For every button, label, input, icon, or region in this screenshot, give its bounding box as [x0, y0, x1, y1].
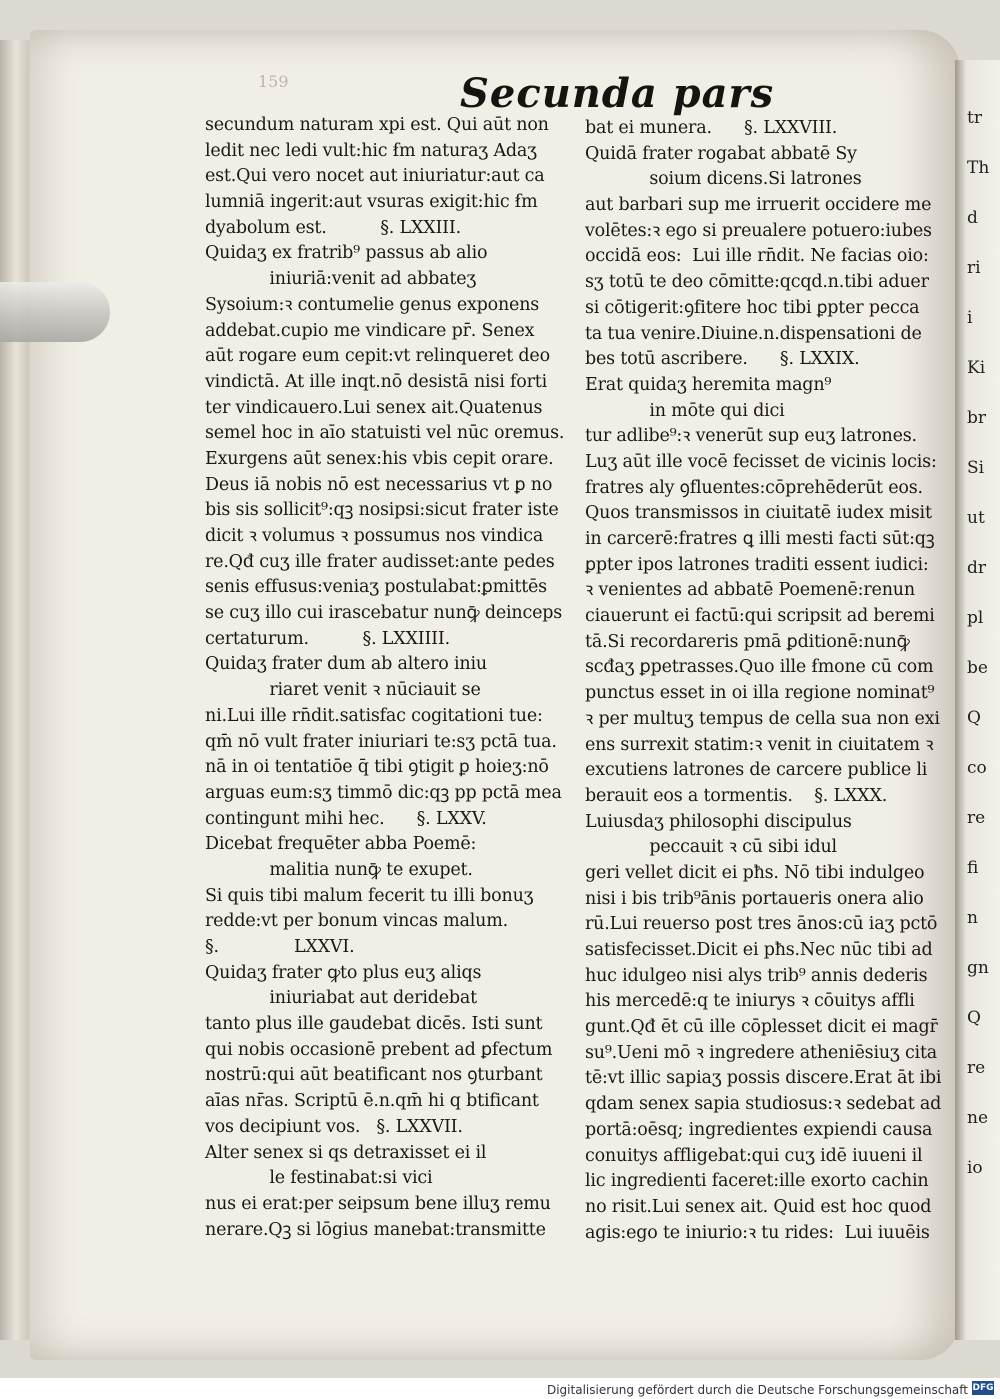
page-clip [0, 282, 110, 342]
text-line: rū.Lui reuerso post tres ānos:cū iaʒ pctō [585, 914, 938, 935]
text-line: contingunt mihi hec. §. LXXV. [205, 808, 487, 829]
text-line: ledit nec ledi vult:hic ẜm naturaʒ Adaʒ [205, 140, 537, 161]
text-line: nostrū:qui aūt beatificant nos ꝯturbant [205, 1065, 543, 1086]
text-line: lumniā ingerit:aut vsuras exigit:hic ẜm [205, 192, 538, 213]
text-line: est.Qui vero nocet aut iniuriatur:aut ca [205, 166, 545, 187]
text-line: berauit eos a tormentis. §. LXXX. [585, 785, 888, 806]
text-line: Alter senex si qs detraxisset ei il [205, 1142, 487, 1163]
next-page-fragment: tr [967, 108, 982, 128]
text-line: excutiens latrones de carcere publice li [585, 760, 928, 781]
next-page-fragment: d [967, 208, 978, 228]
text-line: addebat.cupio me vindicare pr̄. Senex [205, 320, 535, 341]
text-line: tanto plus ille gaudebat dicēs. Isti sunt [205, 1014, 543, 1035]
text-line: Quidaʒ frater ꝙto plus euʒ aliqs [205, 962, 482, 983]
text-line: Deus iā nobis nō est necessarius vt ꝑ no [205, 474, 553, 495]
text-line: vos decipiunt vos. §. LXXVII. [205, 1116, 463, 1137]
right-text-column [585, 116, 941, 1246]
text-line: Luʒ aūt ille vocē fecisset de vicinis locis: [585, 451, 937, 472]
text-line: in carcerē:fratres ꝗ illi mesti facti sūt:qꝫ [585, 529, 935, 549]
footer-credit: Digitalisierung gefördert durch die Deutsche Forschungsgemeinschaft [546, 1383, 968, 1397]
next-page-fragment: Th [967, 158, 990, 178]
text-line: nisi i bis trib⁹ānis portaueris onera alio [585, 888, 924, 909]
text-line: no risit.Lui senex ait. Quid est hoc quod [585, 1196, 932, 1217]
text-line: Dicebat frequēter abba Poemē: [205, 834, 477, 855]
text-line: ens surrexit statim:ꝛ venit in ciuitatem ꝛ [585, 734, 934, 755]
text-line: soium dicens.Si latrones [585, 169, 862, 190]
text-line: qdam senex sapia studiosus:ꝛ sedebat ad [585, 1094, 942, 1115]
text-line: ꝛ venientes ad abbatē Poemenē:renun [585, 580, 915, 601]
text-line: sʒ totū te deo cōmitte:qcqd.n.tibi aduer [585, 272, 929, 293]
next-page-fragment: gn [967, 958, 989, 978]
text-line: in mōte qui dici [585, 400, 785, 421]
text-line: bis sis sollicit⁹:qꝫ nosipsi:sicut frater iste [205, 500, 559, 521]
text-line: certaturum. §. LXXIIII. [205, 628, 450, 649]
text-line: Luiusdaʒ philosophi discipulus [585, 811, 852, 832]
text-line: dicit ꝛ volumus ꝛ possumus nos vindica [205, 526, 544, 546]
next-page-fragment: be [967, 658, 988, 678]
next-page-fragment: re [967, 1058, 986, 1078]
text-line: iniuriā:venit ad abbateʒ [205, 269, 477, 290]
text-line: redde:vt per bonum vincas malum. [205, 911, 508, 932]
text-line: bat ei munera. §. LXXVIII. [585, 118, 838, 138]
text-line: senis effusus:veniaʒ postulabat:ꝑmittēs [205, 577, 547, 598]
text-line: ꝑpter ipos latrones traditi essent iudici: [585, 554, 929, 575]
next-page-fragment: io [967, 1158, 983, 1178]
text-line: tā.Si recordareris pmā ꝑditionē:nunꝙ̄ [585, 631, 910, 652]
next-page-fragment: ut [967, 508, 985, 528]
text-line: fratres aly ꝯfluentes:cōprehēderūt eos. [585, 477, 923, 498]
text-line: satisfecisset.Dicit ei pħs.Nec nūc tibi ad [585, 940, 933, 960]
next-page-fragment: co [967, 758, 987, 778]
text-line: huc idulgeo nisi alys trib⁹ annis dederis [585, 965, 928, 986]
text-line: ta tua venire.Diuine.n.dispensationi de [585, 323, 922, 344]
text-line: agis:ego te iniurio:ꝛ tu rides: Lui iuuēis [585, 1222, 930, 1243]
text-line: aut barbari sup me irruerit occidere me [585, 195, 932, 216]
next-page-fragment: n [967, 908, 978, 928]
next-page-fragment: Q [967, 708, 981, 728]
next-page-fragment: Si [967, 458, 985, 478]
text-line: his mercedē:q te iniurys ꝛ cōuitys affli [585, 991, 915, 1012]
next-page-fragment: ne [967, 1108, 989, 1128]
next-page-fragment: ri [967, 258, 981, 278]
text-line: ciauerunt ei factū:qui scripsit ad beremi [585, 606, 935, 627]
next-page-fragment: br [967, 408, 987, 428]
text-line: Quidā frater rogabat abbatē Sy [585, 143, 857, 164]
dfg-logo: DFG [972, 1383, 994, 1393]
text-line: ter vindicauero.Lui senex ait.Quatenus [205, 397, 543, 418]
next-page-edge [955, 60, 1000, 1340]
text-line: iniuriabat aut deridebat [205, 988, 477, 1009]
text-line: ni.Lui ille rn̄dit.satisfac cogitationi tue: [205, 705, 543, 726]
next-page-fragment: dr [967, 558, 987, 578]
next-page-fragment: re [967, 808, 986, 828]
text-line: Erat quidaʒ heremita magn⁹ [585, 374, 832, 395]
text-line: Quos transmissos in ciuitatē iudex misit [585, 503, 932, 524]
text-line: punctus esset in oi illa regione nominat⁹ [585, 683, 935, 704]
text-line: Sysoium:ꝛ contumelie genus exponens [205, 294, 540, 315]
text-line: Quidaʒ ex fratrib⁹ passus ab alio [205, 243, 488, 264]
text-line: arguas eum:sʒ timmō dic:qꝫ pp pctā mea [205, 782, 562, 803]
text-line: gunt.Qđ ēt cū ille cōplesset dicit ei magr̄ [585, 1017, 938, 1038]
folio-number: 159 [258, 72, 289, 91]
text-line: bes totū ascribere. §. LXXIX. [585, 349, 860, 370]
text-line: qm̄ nō vult frater iniuriari te:sʒ pctā tua. [205, 731, 557, 752]
text-line: nus ei erat:per seipsum bene illuʒ remu [205, 1193, 551, 1214]
text-line: Si quis tibi malum fecerit tu illi bonuʒ [205, 885, 534, 906]
text-line: geri vellet dicit ei pħs. Nō tibi indulgeo [585, 862, 925, 883]
text-line: aīas nr̄as. Scriptū ē.n.qm̄ hi q btificant [205, 1091, 539, 1112]
next-page-fragment: Ki [967, 358, 986, 378]
text-line: ꝛ per multuʒ tempus de cella sua non exi [585, 708, 940, 729]
next-page-fragment: fi [967, 858, 979, 878]
text-line: vindictā. At ille inqt.nō desistā nisi forti [205, 371, 547, 392]
text-line: scđaʒ ꝑpetrasses.Quo ille ẜmone cū com [585, 657, 934, 678]
text-line: tē:vt illic sapiaʒ possis discere.Erat āt ibi [585, 1068, 942, 1089]
text-line: Exurgens aūt senex:his vbis cepit orare. [205, 448, 554, 469]
next-page-fragment: pl [967, 608, 984, 628]
text-line: re.Qđ cuʒ ille frater audisset:ante pedes [205, 551, 555, 572]
text-line: su⁹.Ueni mō ꝛ ingredere atheniēsiuʒ cita [585, 1042, 938, 1063]
text-line: lic ingredienti faceret:ille exorto cachin [585, 1171, 929, 1192]
text-line: volētes:ꝛ ego si preualere potuero:iubes [585, 220, 932, 241]
text-line: portā:oēsq; ingredientes expiendi causa [585, 1119, 933, 1140]
text-line: semel hoc in aīo statuisti vel nūc oremus. [205, 423, 565, 444]
text-line: aūt rogare eum cepit:vt relinqueret deo [205, 346, 550, 367]
next-page-fragment: i [967, 308, 973, 328]
text-line: Quidaʒ frater dum ab altero iniu [205, 654, 487, 675]
text-line: se cuʒ illo cui irascebatur nunꝙ̄ deinceps [205, 603, 563, 624]
text-line: malitia nunꝙ̄ te exupet. [205, 859, 473, 880]
text-line: nā in oi tentatiōe q̄ tibi ꝯtigit ꝑ hoieʒ:nō [205, 757, 549, 778]
text-line: dyabolum est. §. LXXIII. [205, 217, 461, 238]
text-line: nerare.Qꝫ si lōgius manebat:transmitte [205, 1219, 546, 1240]
text-line: si cōtigerit:ꝯfitere hoc tibi ꝑpter pecca [585, 297, 920, 318]
text-line: peccauit ꝛ cū sibi idul [585, 837, 837, 858]
text-line: riaret venit ꝛ nūciauit se [205, 680, 481, 701]
running-head: Secunda pars [460, 70, 775, 117]
text-line: occidā eos: Lui ille rn̄dit. Ne facias oio: [585, 246, 929, 267]
text-line: conuitys affligebat:qui cuʒ idē iuueni il [585, 1145, 923, 1166]
text-line: le festinabat:si vici [205, 1168, 433, 1189]
text-line: tur adlibe⁹:ꝛ venerūt sup euʒ latrones. [585, 426, 917, 447]
text-line: §. LXXVI. [205, 937, 355, 957]
text-line: qui nobis occasionē prebent ad ꝑfectum [205, 1039, 553, 1060]
next-page-fragment: Q [967, 1008, 981, 1028]
text-line: secundum naturam xpi est. Qui aūt non [205, 115, 549, 135]
left-text-column [205, 113, 564, 1243]
